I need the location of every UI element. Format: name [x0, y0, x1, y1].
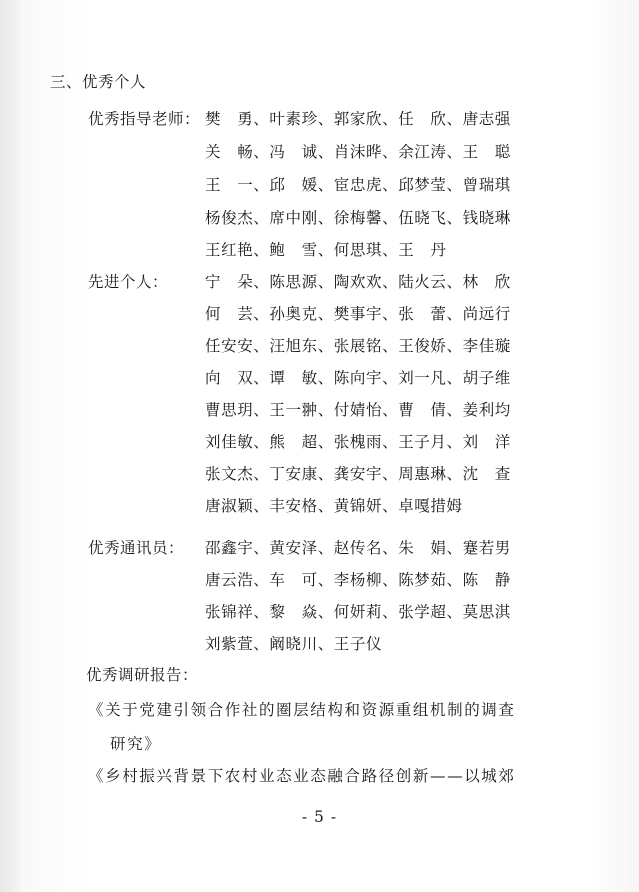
advisors-name-line: 王红艳、鲍 雪、何思琪、王 丹 — [205, 241, 447, 259]
advanced-individuals-name-line: 向 双、谭 敏、陈向宇、刘一凡、胡子维 — [205, 369, 511, 387]
correspondents-name-line: 邵鑫宇、黄安泽、赵传名、朱 娟、蹇若男 — [205, 539, 511, 557]
advanced-individuals-name-line: 刘佳敏、熊 超、张槐雨、王子月、刘 洋 — [205, 433, 511, 451]
advanced-individuals-name-line: 任安安、汪旭东、张展铭、王俊娇、李佳璇 — [205, 337, 511, 355]
correspondents-name-line: 刘紫萱、阚晓川、王子仪 — [205, 635, 383, 653]
group-label-advanced-individuals: 先进个人： — [88, 273, 169, 291]
report-title-line: 《关于党建引领合作社的圈层结构和资源重组机制的调查 — [88, 701, 516, 719]
advisors-name-line: 王 一、邱 媛、宦忠虎、邱梦莹、曾瑞琪 — [205, 176, 511, 194]
page-binding-shadow — [0, 0, 22, 892]
group-label-correspondents: 优秀通讯员： — [88, 539, 185, 557]
section-heading: 三、优秀个人 — [50, 73, 147, 91]
report-title-line: 《乡村振兴背景下农村业态业态融合路径创新——以城郊 — [88, 767, 516, 785]
advanced-individuals-name-line: 张文杰、丁安康、龚安宇、周惠琳、沈 查 — [205, 465, 511, 483]
advisors-name-line: 杨俊杰、席中刚、徐梅馨、伍晓飞、钱晓琳 — [205, 209, 511, 227]
reports-heading: 优秀调研报告： — [86, 666, 199, 684]
advanced-individuals-name-line: 宁 朵、陈思源、陶欢欢、陆火云、林 欣 — [205, 273, 511, 291]
advanced-individuals-name-line: 何 芸、孙奥克、樊事宇、张 蕾、尚远行 — [205, 305, 511, 323]
advanced-individuals-name-line: 曹思玥、王一翀、付婧怡、曹 倩、姜利均 — [205, 401, 511, 419]
report-title-line: 研究》 — [110, 735, 162, 753]
advisors-name-line: 樊 勇、叶素珍、郭家欣、任 欣、唐志强 — [205, 110, 511, 128]
correspondents-name-line: 张锦祥、黎 焱、何妍莉、张学超、莫思淇 — [205, 603, 511, 621]
correspondents-name-line: 唐云浩、车 可、李杨柳、陈梦茹、陈 静 — [205, 571, 511, 589]
advanced-individuals-name-line: 唐淑颖、丰安格、黄锦妍、卓嘎措姆 — [205, 497, 463, 515]
group-label-advisors: 优秀指导老师： — [88, 110, 201, 128]
page-number: - 5 - — [301, 808, 338, 826]
advisors-name-line: 关 畅、冯 诚、肖沫晔、余江涛、王 聪 — [205, 143, 511, 161]
